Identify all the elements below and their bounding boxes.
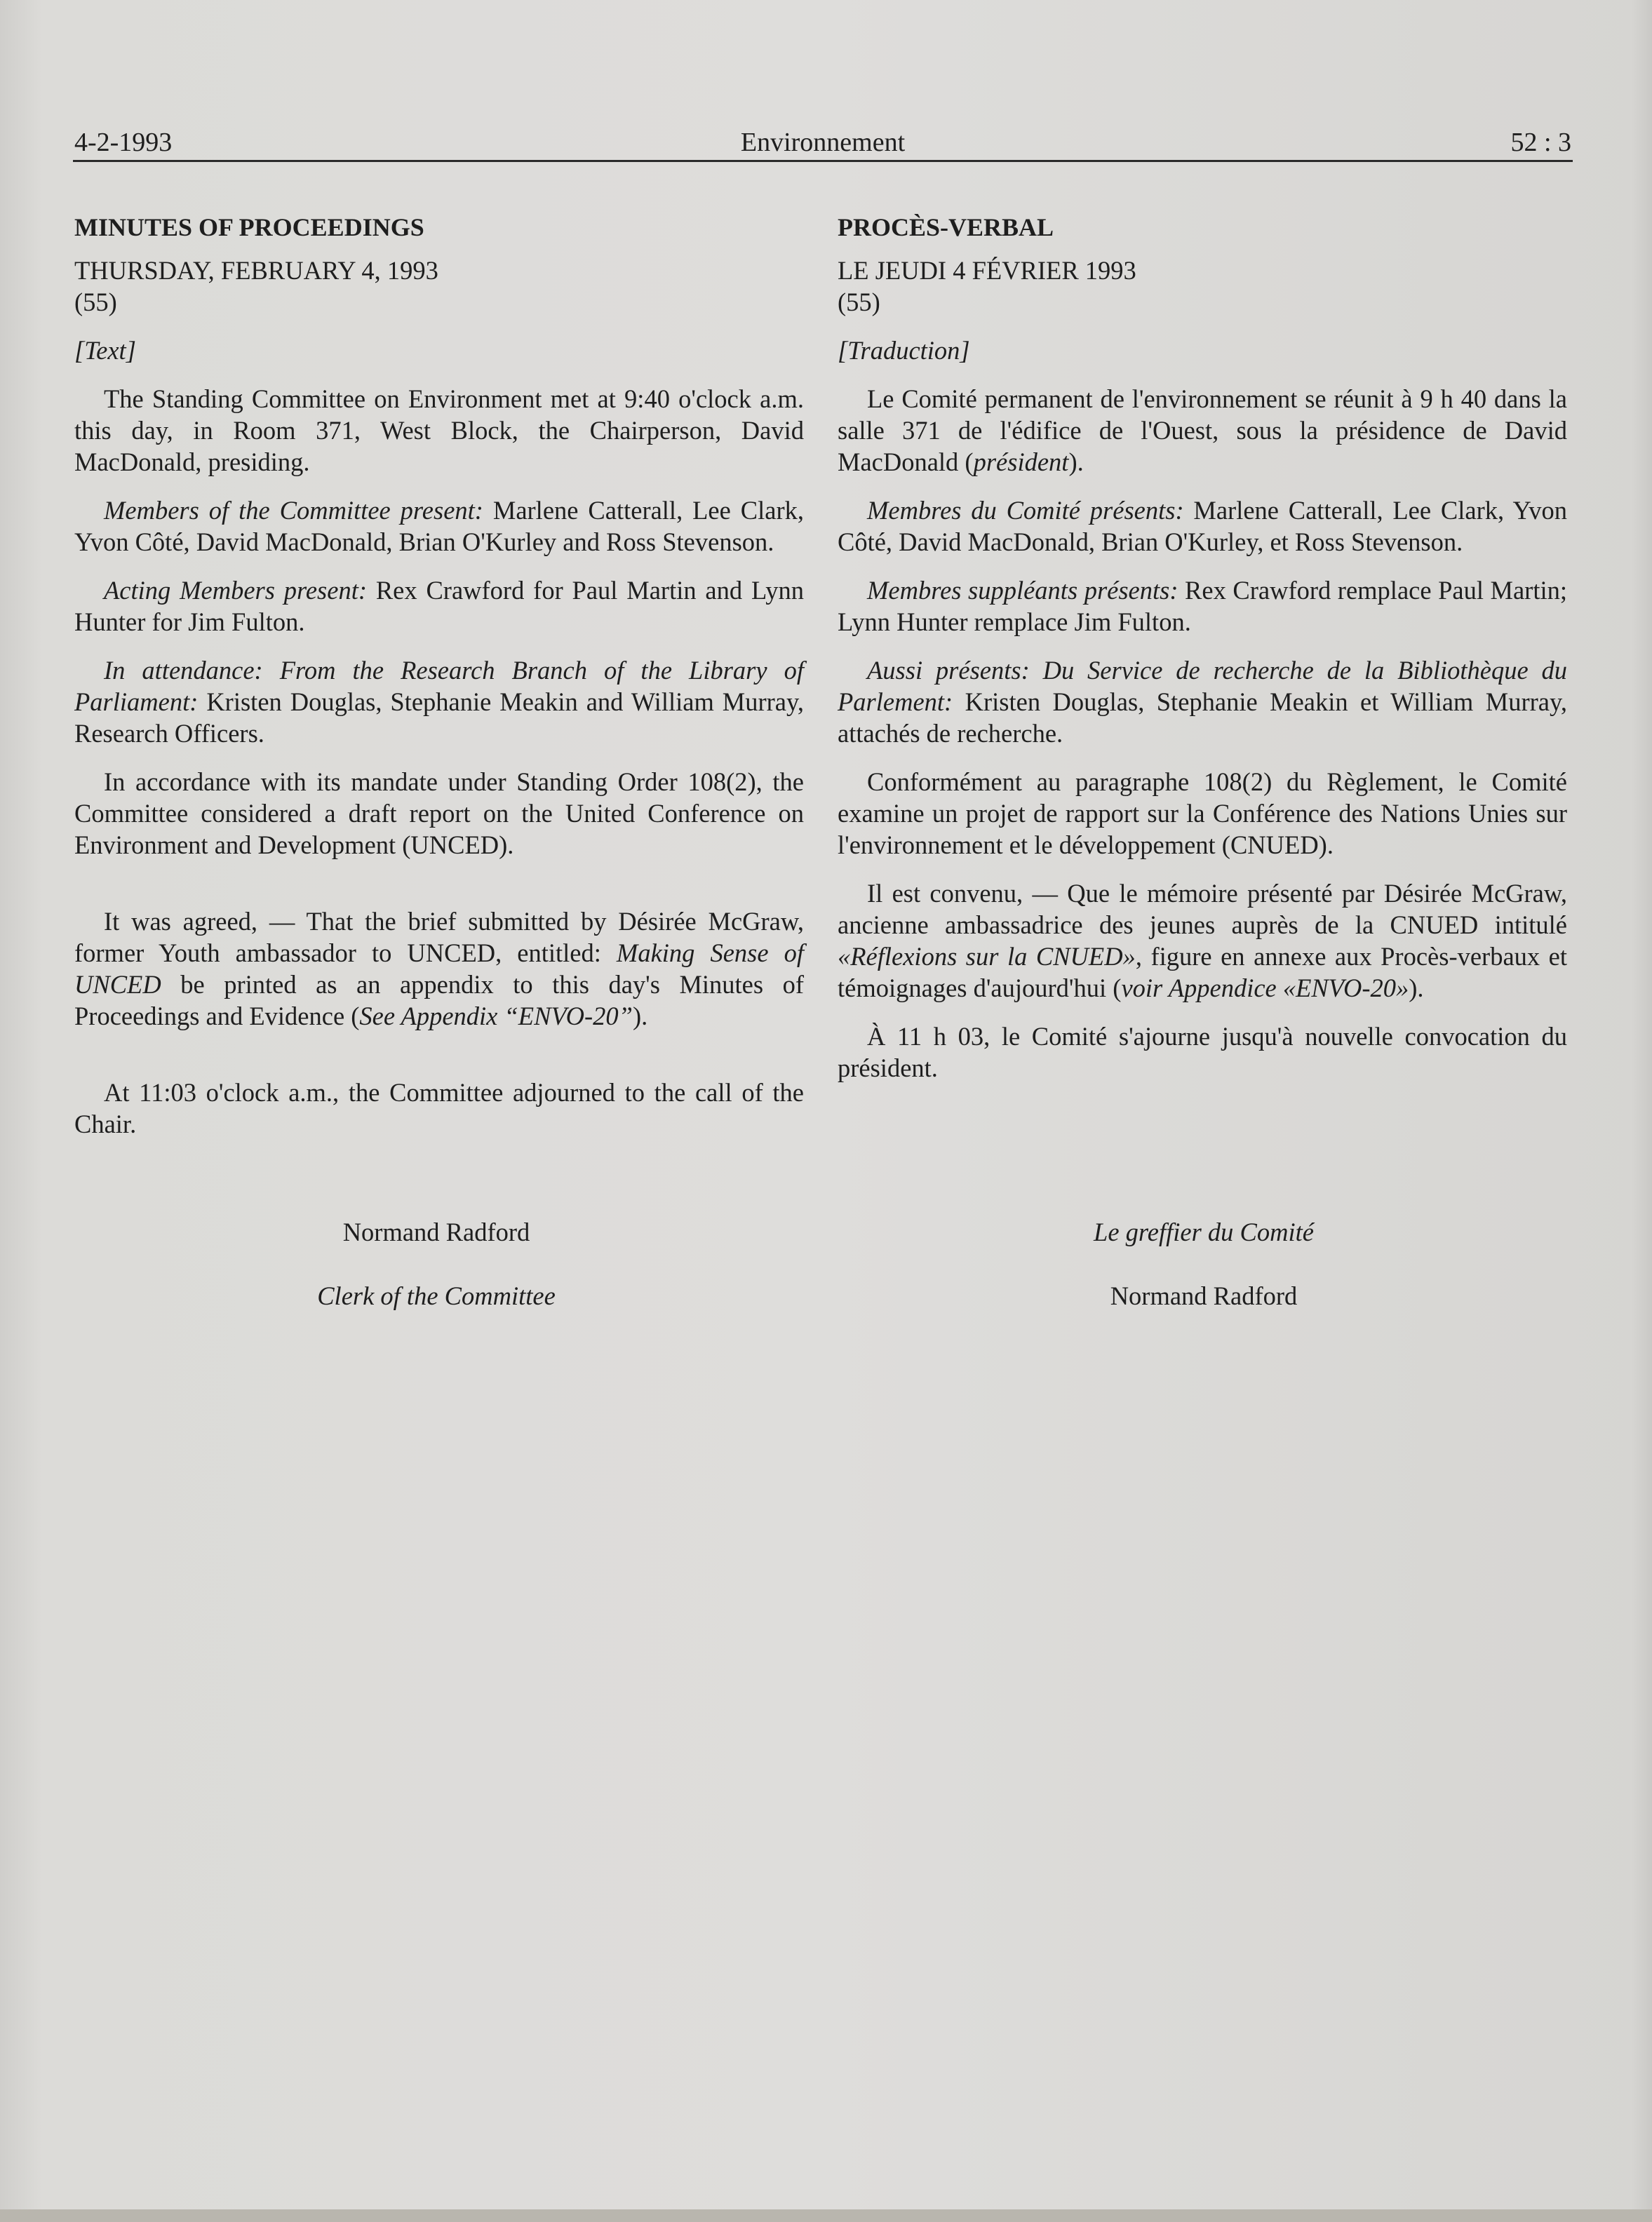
french-adjournment-paragraph: À 11 h 03, le Comité s'ajourne jusqu'à nouvelle convocation du président.	[838, 1022, 1567, 1082]
french-attendance-paragraph	[838, 654, 1567, 749]
header-title: Environnement	[740, 128, 906, 157]
french-members-paragraph	[838, 494, 1567, 558]
french-opening-paragraph	[838, 383, 1567, 478]
english-adjournment-paragraph: At 11:03 o'clock a.m., the Committee adjourned to the call of the Chair.	[74, 1078, 804, 1138]
header-rule	[73, 160, 1573, 162]
english-members-label: Members of the Committee present:	[104, 496, 483, 525]
french-appendix-ref: voir Appendice «ENVO-20»	[1121, 974, 1409, 1002]
french-number: (55)	[838, 288, 880, 316]
french-acting-members-text: Rex Crawford remplace Paul Martin; Lynn Hunter remplace Jim Fulton.	[838, 576, 1568, 636]
english-attendance-label: In attendance: From the Research Branch of the Library of Parliament:	[74, 656, 804, 716]
english-column	[74, 212, 804, 1140]
english-agreement-paragraph	[74, 905, 804, 1032]
french-signature-name: Normand Radford	[1110, 1281, 1298, 1310]
english-agreement-text-b: be printed as an appendix to this day's Minutes of Proceedings and Evidence (	[74, 970, 804, 1030]
header-date: 4-2-1993	[74, 128, 173, 157]
english-date: THURSDAY, FEBRUARY 4, 1993	[74, 256, 438, 285]
french-members-text: Marlene Catterall, Lee Clark, Yvon Côté, David MacDonald, Brian O'Kurley, et Ross Stevenson.	[838, 496, 1567, 556]
french-president-role: président	[973, 447, 1069, 476]
english-acting-members-paragraph	[74, 574, 804, 638]
french-opening-text-b: ).	[1068, 447, 1084, 476]
french-date: LE JEUDI 4 FÉVRIER 1993	[838, 256, 1136, 285]
english-mandate-paragraph: In accordance with its mandate under Standing Order 108(2), the Committee considered a draft report on the United Conference on Environment and Development (UNCED).	[74, 767, 804, 859]
french-signature-title: Le greffier du Comité	[1094, 1218, 1314, 1246]
french-attendance-label: Aussi présents: Du Service de recherche de la Bibliothèque du Parlement:	[838, 656, 1567, 716]
french-acting-members-label: Membres suppléants présents:	[867, 576, 1178, 605]
page-edge-shadow	[1631, 0, 1652, 2222]
french-agreement-paragraph	[838, 877, 1567, 1004]
french-brief-title: «Réflexions sur la CNUED»	[838, 942, 1136, 971]
english-acting-members-label: Acting Members present:	[104, 576, 368, 605]
english-appendix-ref: See Appendix “ENVO-20”	[359, 1002, 633, 1030]
french-opening-text-a: Le Comité permanent de l'environnement se réunit à 9 h 40 dans la salle 371 de l'édifice de l'Ouest, sous la présidence de David MacDonald (	[838, 384, 1567, 476]
english-members-text: Marlene Catterall, Lee Clark, Yvon Côté, David MacDonald, Brian O'Kurley and Ross Stevenson.	[74, 496, 804, 556]
english-tag: [Text]	[74, 336, 136, 365]
english-agreement-text-a: It was agreed, — That the brief submitted by Désirée McGraw, former Youth ambassador to UNCED, entitled:	[74, 907, 804, 967]
french-mandate-paragraph: Conformément au paragraphe 108(2) du Règlement, le Comité examine un projet de rapport sur la Conférence des Nations Unies sur l'environnement et le développement (CNUED).	[838, 767, 1567, 859]
french-agreement-text-a: Il est convenu, — Que le mémoire présenté par Désirée McGraw, ancienne ambassadrice des jeunes auprès de la CNUED intitulé	[838, 879, 1567, 939]
french-tag: [Traduction]	[838, 336, 970, 365]
english-acting-members-text: Rex Crawford for Paul Martin and Lynn Hunter for Jim Fulton.	[74, 576, 804, 636]
english-agreement-text-c: ).	[632, 1002, 648, 1030]
french-members-label: Membres du Comité présents:	[867, 496, 1184, 525]
french-acting-members-paragraph	[838, 574, 1567, 638]
english-attendance-paragraph	[74, 654, 804, 749]
french-attendance-text: Kristen Douglas, Stephanie Meakin et William Murray, attachés de recherche.	[838, 687, 1567, 748]
english-brief-title: Making Sense of UNCED	[74, 938, 804, 999]
english-title: MINUTES OF PROCEEDINGS	[74, 213, 424, 241]
english-members-paragraph	[74, 494, 804, 558]
french-agreement-text-c: ).	[1409, 974, 1424, 1002]
page-bottom-edge	[0, 2209, 1652, 2222]
running-header	[74, 125, 1571, 160]
header-page-number: 52 : 3	[1510, 128, 1571, 157]
french-title: PROCÈS-VERBAL	[838, 213, 1054, 241]
french-agreement-text-b: , figure en annexe aux Procès-verbaux et témoignages d'aujourd'hui (	[838, 942, 1568, 1002]
english-attendance-text: Kristen Douglas, Stephanie Meakin and William Murray, Research Officers.	[74, 687, 804, 748]
french-column	[838, 212, 1567, 1084]
english-number: (55)	[74, 288, 117, 316]
english-signature-title: Clerk of the Committee	[317, 1281, 556, 1310]
english-opening-paragraph: The Standing Committee on Environment met at 9:40 o'clock a.m. this day, in Room 371, West Block, the Chairperson, David MacDonald, presiding.	[74, 384, 804, 476]
english-signature-name: Normand Radford	[342, 1218, 530, 1246]
